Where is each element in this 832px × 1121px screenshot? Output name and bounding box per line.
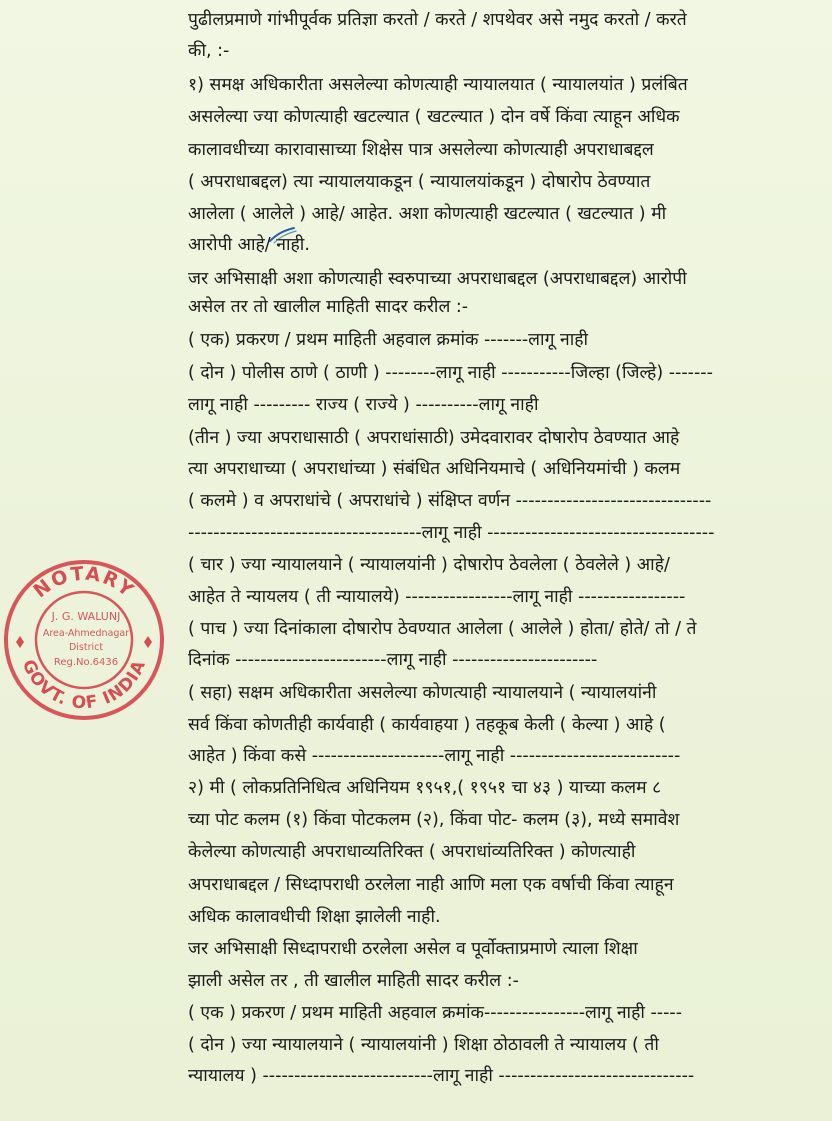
text-line: ( दोन ) पोलीस ठाणे ( ठाणी ) --------लागू नाही -----------जिल्हा (जिल्हे) ------- <box>188 363 713 383</box>
text-line: २) मी ( लोकप्रतिनिधित्व अधिनियम १९५१,( १९५१ चा ४३ ) याच्या कलम ८ <box>188 778 662 798</box>
text-line: ( अपराधाबद्दल) त्या न्यायालयाकडून ( न्यायालयांकडून ) दोषारोप ठेवण्यात <box>188 172 651 192</box>
notary-stamp <box>2 558 166 722</box>
stamp-area: Area-Ahmednagar <box>42 628 130 639</box>
text-line: त्या अपराधाच्या ( अपराधांच्या ) संबंधित अधिनियमाचे ( अधिनियमांची ) कलम <box>188 459 681 479</box>
stamp-reg-no: Reg.No.6436 <box>53 657 119 668</box>
text-line: ( एक ) प्रकरण / प्रथम माहिती अहवाल क्रमांक----------------लागू नाही ----- <box>188 1003 683 1023</box>
text-line: ( सहा) सक्षम अधिकारीता असलेल्या कोणत्याही न्यायालयाने ( न्यायालयांनी <box>188 683 657 703</box>
text-line: च्या पोट कलम (१) किंवा पोटकलम (२), किंवा पोट- कलम (३), मध्ये समावेश <box>188 810 680 830</box>
text-line: अपराधाबद्दल / सिध्दापराधी ठरलेला नाही आणि मला एक वर्षाची किंवा त्याहून <box>188 875 674 895</box>
stamp-top-text: NOTARY <box>29 562 139 603</box>
text-line: ( चार ) ज्या न्यायालयाने ( न्यायालयांनी ) दोषारोप ठेवलेला ( ठेवलेले ) आहे/ <box>188 555 670 575</box>
text-line: की, :- <box>188 41 230 61</box>
text-line: अधिक कालावधीची शिक्षा झालेली नाही. <box>188 907 441 927</box>
stamp-district: District <box>68 642 104 653</box>
text-line: सर्व किंवा कोणतीही कार्यवाही ( कार्यवाहया ) तहकूब केली ( केल्या ) आहे ( <box>188 715 666 735</box>
text-line: जर अभिसाक्षी सिध्दापराधी ठरलेला असेल व पूर्वोक्ताप्रमाणे त्याला शिक्षा <box>188 939 638 959</box>
text-line: न्यायालय ) ---------------------------लागू नाही ------------------------------- <box>188 1066 695 1086</box>
text-line: (तीन ) ज्या अपराधासाठी ( अपराधांसाठी) उमेदवारावर दोषारोप ठेवण्यात आहे <box>188 428 680 448</box>
text-line: कालावधीच्या कारावासाच्या शिक्षेस पात्र असलेल्या कोणत्याही अपराधाबद्दल <box>188 140 654 160</box>
text-line: जर अभिसाक्षी अशा कोणत्याही स्वरुपाच्या अपराधाबद्दल (अपराधाबद्दल) आरोपी <box>188 269 687 289</box>
text-line: असेल तर तो खालील माहिती सादर करील :- <box>188 297 469 317</box>
pen-strike-mark <box>268 225 298 245</box>
text-line: ( एक) प्रकरण / प्रथम माहिती अहवाल क्रमांक -------लागू नाही <box>188 330 589 350</box>
text-line: आरोपी आहे/ नाही. <box>188 235 310 255</box>
text-line: ( पाच ) ज्या दिनांकाला दोषारोप ठेवण्यात आलेला ( आलेले ) होता/ होते/ तो / ते <box>188 619 697 639</box>
text-line: पुढीलप्रमाणे गांभीपूर्वक प्रतिज्ञा करतो / करते / शपथेवर असे नमुद करतो / करते <box>188 10 687 30</box>
text-line: असलेल्या ज्या कोणत्याही खटल्यात ( खटल्यात ) दोन वर्षे किंवा त्याहून अधिक <box>188 107 680 127</box>
text-line: ( दोन ) ज्या न्यायालयाने ( न्यायालयांनी ) शिक्षा ठोठावली ते न्यायालय ( ती <box>188 1035 659 1055</box>
text-line: ( कलमे ) व अपराधांचे ( अपराधांचे ) संक्षिप्त वर्णन ------------------------------- <box>188 491 712 511</box>
text-line: आहेत ) किंवा कसे ---------------------लागू नाही --------------------------- <box>188 746 681 766</box>
stamp-name: J. G. WALUNJ <box>51 610 121 623</box>
svg-text:NOTARY <box>29 563 138 603</box>
text-line: लागू नाही --------- राज्य ( राज्ये ) ----------लागू नाही <box>188 395 539 415</box>
text-line: आहेत ते न्यायलय ( ती न्यायालये) -----------------लागू नाही ----------------- <box>188 587 686 607</box>
stamp-bottom-text: GOVT. OF INDIA <box>17 656 151 714</box>
text-line: झाली असेल तर , ती खालील माहिती सादर करील :- <box>188 971 519 991</box>
text-line: केलेल्या कोणत्याही अपराधाव्यतिरिक्त ( अपराधांव्यतिरिक्त ) कोणत्याही <box>188 842 636 862</box>
text-line: १) समक्ष अधिकारीता असलेल्या कोणत्याही न्यायालयात ( न्यायालयांत ) प्रलंबित <box>188 75 688 95</box>
text-line: दिनांक ------------------------लागू नाही ----------------------- <box>188 650 598 670</box>
text-line: -------------------------------------लागू नाही ------------------------------------ <box>188 523 715 543</box>
text-line: आलेला ( आलेले ) आहे/ आहेत. अशा कोणत्याही खटल्यात ( खटल्यात ) मी <box>188 204 667 224</box>
